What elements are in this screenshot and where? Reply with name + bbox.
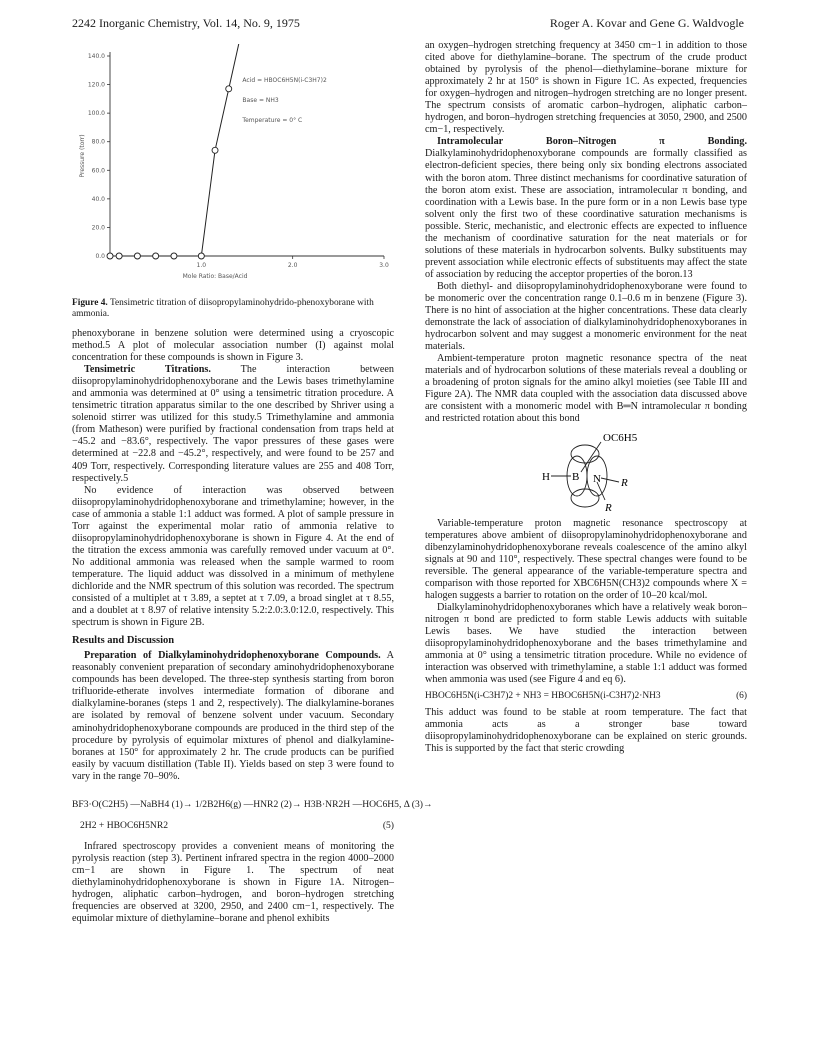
chart-ticks bbox=[88, 53, 389, 269]
figure-4-label: Figure 4. bbox=[72, 298, 108, 308]
data-point bbox=[107, 253, 113, 259]
left-paragraph-4-text: A reasonably convenient preparation of secondary aminohydridophenoxyborane compounds has been developed. The three-step synthesis starting from boron trifluoride-etherate involves intermediate formation of diborane and dialkylamine-boranes (steps 1 and 2, respectively). The dialkylamine-boranes are isolated by removal of benzene solvent under vacuum. Secondary aminohydridophenoxyborane compounds are produced in the third step of the procedure by pyrolysis of equimolar mixtures of phenol and dialkylamine-boranes at 150° for approximately 2 hr. The crude products can be purified easily by vacuum distillation (Table II). Yields based on step 3 were found to vary in the range 70–90%. bbox=[72, 650, 395, 782]
x-tick-label: 3.0 bbox=[379, 262, 389, 269]
y-axis-label: Pressure (torr) bbox=[79, 134, 86, 178]
reaction-scheme-line-2: 2H2 + HBOC6H5NR2 bbox=[80, 819, 169, 831]
figure-4-caption-text: Tensimetric titration of diisopropylaminohydrido-phenoxyborane with ammonia. bbox=[72, 298, 374, 319]
equation-6 bbox=[425, 690, 747, 703]
right-paragraph-7: This adduct was found to be stable at room temperature. The fact that ammonia acts as a stronger base toward diisopropylaminohydridophenoxyborane can be explained on steric grounds. This is supported by the fact that steric crowding bbox=[425, 707, 747, 755]
equation-number-5: (5) bbox=[382, 819, 394, 831]
right-paragraph-1: an oxygen–hydrogen stretching frequency at 3450 cm−1 in addition to those cited above for diethylamine–borane. The spectrum of the crude product obtained by pyrolysis of the phenol—diethylamine–borane mixture for approximately 2 hr at 150° is shown in Figure 1C. As expected, frequencies for oxygen–hydrogen and nitrogen–hydrogen stretching are no longer present. The spectrum consists of aromatic carbon–hydrogen, aliphatic carbon–hydrogen, and boron–hydrogen stretching frequencies at 3050, 2900, and 2500 cm−1, respectively. bbox=[425, 40, 747, 136]
left-column bbox=[72, 44, 433, 925]
chart-series bbox=[107, 44, 240, 259]
x-axis-label: Mole Ratio: Base/Acid bbox=[182, 273, 248, 280]
y-tick-label: 60.0 bbox=[91, 167, 105, 175]
reaction-scheme-5 bbox=[72, 789, 433, 835]
series-line-extension bbox=[229, 44, 240, 89]
data-point bbox=[226, 86, 232, 92]
chart-annotation: Base = NH3 bbox=[242, 97, 279, 104]
p-orbital-lobe-top bbox=[571, 445, 599, 463]
n-r-bond-1 bbox=[601, 478, 619, 482]
equation-number-6: (6) bbox=[736, 691, 747, 702]
data-point bbox=[134, 253, 140, 259]
right-paragraph-6: Dialkylaminohydridophenoxyboranes which have a relatively weak boron–nitrogen π bond are predicted to form stable Lewis adducts with suitable Lewis bases. We have studied the interaction between diisopropylaminohydridophenoxyborane and the bases trimethylamine and ammonia at 0° using a tensimetric titration procedure. While no evidence of interaction was observed with trimethylamine, a stable 1:1 adduct was formed when ammonia was used (see Figure 4 and eq 6). bbox=[425, 601, 747, 686]
x-tick-label: 1.0 bbox=[196, 262, 207, 269]
group-oc6h5: OC6H5 bbox=[603, 431, 638, 444]
runin-heading-preparation: Preparation of Dialkylaminohydridophenoxyborane Compounds. bbox=[84, 650, 381, 662]
structure-svg bbox=[425, 426, 747, 518]
atom-n: N bbox=[593, 472, 601, 485]
left-paragraph-3: No evidence of interaction was observed between diisopropylaminohydridophenoxyborane and trimethylamine; however, in the case of ammonia a stable 1:1 adduct was formed. A plot of sample pressure in Torr against the experimental molar ratio of ammonia relative to diisopropylaminohydridophenoxyborane is shown in Figure 4. At the end of the titration the excess ammonia was carefully removed under vacuum at 0°. No additional ammonia was released when the sample warmed to room temperature. The liquid adduct was dissolved in a minimum of methylene dichloride and the NMR spectrum of this solution was recorded. The spectrum consisted of a multiplet at τ 3.89, a septet at τ 7.09, a broad singlet at τ 8.55, and a doublet at τ 8.97 of relative intensity 5.2:2.0:3.0:12.0, respectively. This spectrum is shown in Figure 2B. bbox=[72, 484, 394, 629]
runin-heading-tensimetric: Tensimetric Titrations. bbox=[84, 364, 211, 376]
y-tick-label: 140.0 bbox=[87, 53, 105, 60]
figure-4-chart bbox=[72, 44, 394, 296]
atom-b: B bbox=[572, 470, 580, 483]
p-orbital-lobe-bottom bbox=[571, 489, 599, 507]
y-tick-label: 0.0 bbox=[95, 253, 105, 260]
borazine-structure-diagram bbox=[425, 426, 747, 518]
chart-annotations bbox=[241, 77, 327, 124]
y-tick-label: 120.0 bbox=[87, 81, 105, 89]
y-tick-label: 100.0 bbox=[87, 110, 105, 118]
authors: Roger A. Kovar and Gene G. Waldvogle bbox=[549, 16, 744, 30]
figure-4 bbox=[72, 44, 394, 296]
right-paragraph-4: Ambient-temperature proton magnetic resonance spectra of the neat materials and of hydrocarbon solutions of these materials reveal a doubling or a broadening of proton signals for the amino alkyl moieties (see Table III and Figure 2A). The NMR data coupled with the association data discussed above are consistent with a monomeric model with B═N intramolecular π bonding and restricted rotation about this bond bbox=[425, 353, 747, 425]
y-tick-label: 80.0 bbox=[91, 138, 105, 146]
right-paragraph-3: Both diethyl- and diisopropylaminohydridophenoxyborane were found to be monomeric over the concentration range 0.1–0.6 m in benzene (Figure 3). There is no hint of association at the higher concentrations. These data clearly demonstrate the lack of association of dialkylaminohydridophenoxyboranes in hydrocarbon solvent and may suggest a monomeric environment for the neat materials. bbox=[425, 280, 747, 353]
reaction-scheme-line-1: BF3·O(C2H5) —NaBH4 (1)→ 1/2B2H6(g) —HNR2 (2)→ H3B·NR2H —HOC6H5, Δ (3)→ bbox=[72, 798, 433, 810]
x-tick-label: 2.0 bbox=[287, 262, 298, 269]
left-paragraph-4 bbox=[72, 650, 394, 783]
chart-annotation: Acid = HBOC6H5N(i-C3H7)2 bbox=[242, 77, 327, 84]
data-point bbox=[212, 147, 218, 153]
runin-heading-pi-bonding: Intramolecular Boron–Nitrogen π Bonding. bbox=[437, 136, 747, 148]
right-paragraph-2-text: Dialkylaminohydridophenoxyborane compounds are formally classified as electron-deficient species, there being only six bonding electrons associated with the boron atom. Three distinct mechanisms for coordinative saturation of the boron atom exist. These are association, intramolecular π bonding, and coordination with a Lewis base. In the pure form or in a non Lewis base type solvent only the first two of these coordinative saturation mechanisms is possible. Steric, mechanistic, and electronic effects are expected to influence the mechanism of coordinative saturation for the neat materials or for solutions of these materials in hydrocarbon solvents. Bulky substituents may prevent association while electronic effects of substituents may affect the state of association by reducing the acceptor properties of the boron.13 bbox=[425, 148, 747, 280]
right-paragraph-5: Variable-temperature proton magnetic resonance spectroscopy at temperatures above ambient of diisopropylaminohydridophenoxyborane and dibenzylaminohydridophenoxyborane reveals coalescence of the amino alkyl signals at 90 and 110°, respectively. These spectral changes were found to be reversible. The general appearance of the variable-temperature spectra and comparison with those reported for XBC6H5N(CH3)2 compounds where X = halogen suggests a barrier to rotation on the order of 10–20 kcal/mol. bbox=[425, 517, 747, 601]
left-paragraph-5: Infrared spectroscopy provides a convenient means of monitoring the pyrolysis reaction (step 3). Pertinent infrared spectra in the region 4000–2000 cm−1 are shown in Figure 1. The spectrum of neat diethylaminohydridophenoxyborane is shown in Figure 1A. Nitrogen–hydrogen, aliphatic carbon–hydrogen, and boron–hydrogen stretching frequencies are observed at 3200, 2950, and 2400 cm−1, respectively. The equimolar mixture of diethylamine–borane and phenol exhibits bbox=[72, 840, 394, 925]
atom-h: H bbox=[542, 470, 550, 483]
figure-4-caption bbox=[72, 298, 394, 320]
equation-6-text: HBOC6H5N(i-C3H7)2 + NH3 = HBOC6H5N(i-C3H7)2·NH3 bbox=[425, 691, 661, 702]
data-point bbox=[116, 253, 122, 259]
left-paragraph-2-text: The interaction between diisopropylaminohydridophenoxyborane and the Lewis bases trimethylamine and ammonia was determined at 0° using a tensimetric titration procedure. A tensimetric titration apparatus similar to the one described by Shriver using a solenoid stirrer was utilized for this study.5 Trimethylamine and ammonia (from Matheson) were purified by fractional condensation from traps held at −45.2 and −83.6°, respectively. The vapor pressures of these gases were determined at −22.8 and −45.2°, respectively, and were found to be 257 and 409 Torr, respectively. Corresponding literature values are 255 and 408 Torr, respectively.5 bbox=[72, 364, 395, 484]
left-paragraph-2 bbox=[72, 364, 394, 484]
y-tick-label: 40.0 bbox=[91, 195, 105, 203]
data-point bbox=[153, 253, 159, 259]
right-paragraph-2 bbox=[425, 136, 747, 281]
series-line bbox=[110, 89, 229, 256]
data-point bbox=[171, 253, 177, 259]
right-column bbox=[425, 40, 747, 755]
journal-citation: 2242 Inorganic Chemistry, Vol. 14, No. 9, 1975 bbox=[72, 16, 300, 30]
data-point bbox=[198, 253, 204, 259]
group-r-1: R bbox=[621, 476, 628, 489]
y-tick-label: 20.0 bbox=[91, 224, 105, 232]
left-paragraph-1: phenoxyborane in benzene solution were determined using a cryoscopic method.5 A plot of molecular association number (I) against molal concentration for these compounds is shown in Figure 3. bbox=[72, 328, 394, 364]
section-heading-results: Results and Discussion bbox=[72, 635, 175, 647]
chart-annotation: Temperature = 0° C bbox=[242, 117, 303, 124]
group-r-2: R bbox=[605, 501, 612, 514]
